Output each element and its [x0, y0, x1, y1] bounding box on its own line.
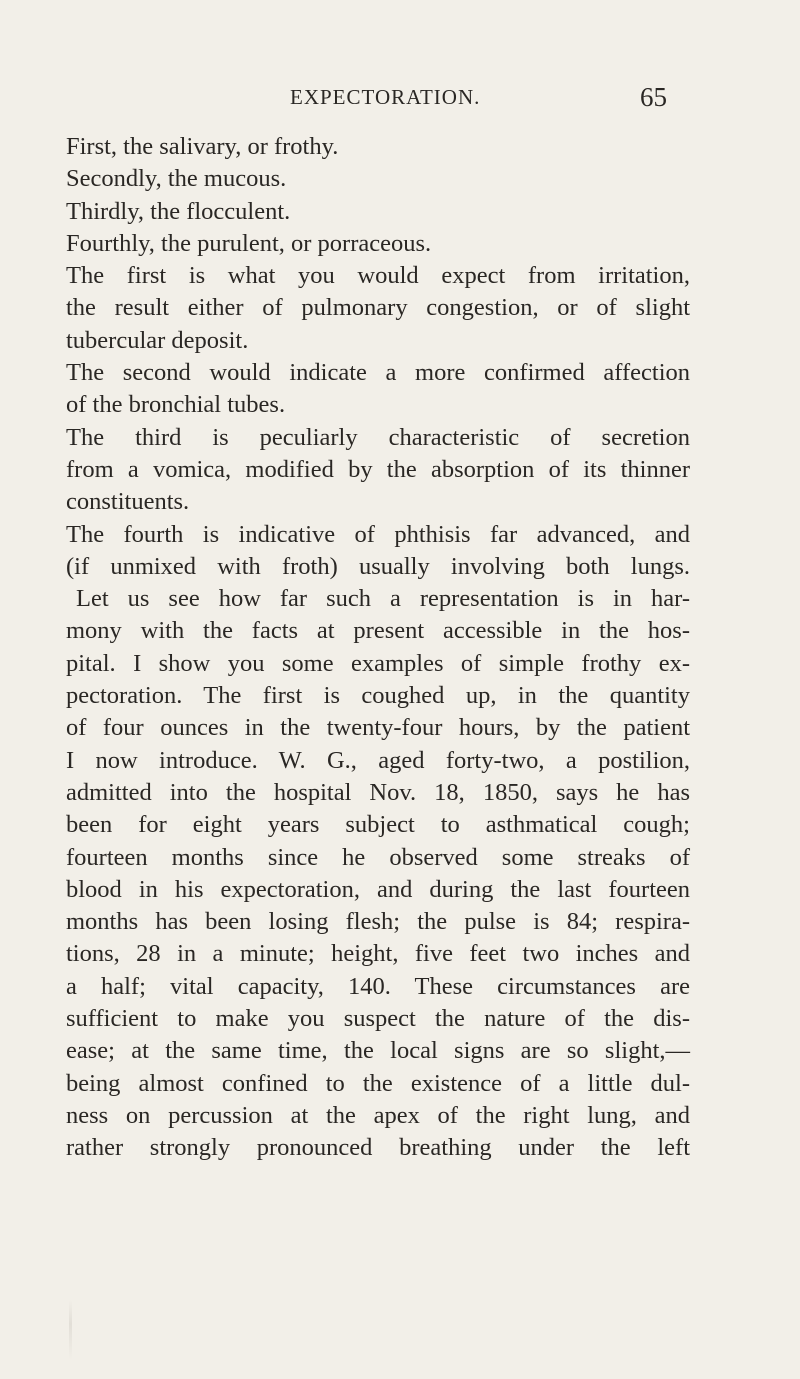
text-line: of four ounces in the twenty-four hours, by the patient: [66, 714, 690, 742]
text-line: tions, 28 in a minute; height, five feet two inches and: [66, 940, 690, 968]
paper-blemish: [69, 1300, 72, 1360]
text-line: ease; at the same time, the local signs are so slight,—: [66, 1037, 690, 1065]
page-number: 65: [640, 82, 667, 112]
running-head: EXPECTORATION.: [290, 85, 481, 109]
text-line: Thirdly, the flocculent.: [66, 197, 291, 225]
text-line: constituents.: [66, 488, 190, 516]
text-line: pectoration. The first is coughed up, in the quantity: [66, 682, 690, 710]
text-line: a half; vital capacity, 140. These circumstances are: [66, 972, 690, 1000]
text-line: The second would indicate a more confirmed affection: [66, 359, 690, 387]
text-line: fourteen months since he observed some streaks of: [66, 843, 690, 871]
text-line: Fourthly, the purulent, or porraceous.: [66, 229, 432, 257]
body-text: [66, 131, 690, 1165]
text-line: I now introduce. W. G., aged forty-two, a postilion,: [66, 746, 690, 774]
text-line: months has been losing flesh; the pulse is 84; respira-: [66, 908, 690, 936]
text-line: Secondly, the mucous.: [66, 165, 287, 193]
text-line: being almost confined to the existence of a little dul-: [66, 1069, 690, 1097]
text-line: The third is peculiarly characteristic of secretion: [66, 423, 690, 451]
text-line: The fourth is indicative of phthisis far advanced, and: [66, 520, 690, 548]
text-line: ness on percussion at the apex of the right lung, and: [66, 1101, 690, 1129]
text-line: mony with the facts at present accessible in the hos-: [66, 617, 690, 645]
text-line: blood in his expectoration, and during the last fourteen: [66, 875, 690, 903]
text-line: Let us see how far such a representation is in har-: [76, 585, 690, 613]
text-line: First, the salivary, or frothy.: [66, 133, 339, 160]
text-line: sufficient to make you suspect the nature of the dis-: [66, 1005, 690, 1033]
text-line: been for eight years subject to asthmatical cough;: [66, 811, 690, 839]
text-line: The first is what you would expect from irritation,: [66, 262, 690, 290]
text-line: tubercular deposit.: [66, 326, 249, 354]
text-line: admitted into the hospital Nov. 18, 1850, says he has: [66, 778, 690, 806]
text-line: of the bronchial tubes.: [66, 391, 286, 419]
text-line: from a vomica, modified by the absorption of its thinner: [66, 455, 690, 483]
page-header: [0, 80, 800, 114]
text-line: (if unmixed with froth) usually involving both lungs.: [66, 552, 690, 580]
text-line: pital. I show you some examples of simple frothy ex-: [66, 649, 690, 677]
text-line: rather strongly pronounced breathing under the left: [66, 1134, 690, 1162]
text-line: the result either of pulmonary congestion, or of slight: [66, 294, 690, 322]
